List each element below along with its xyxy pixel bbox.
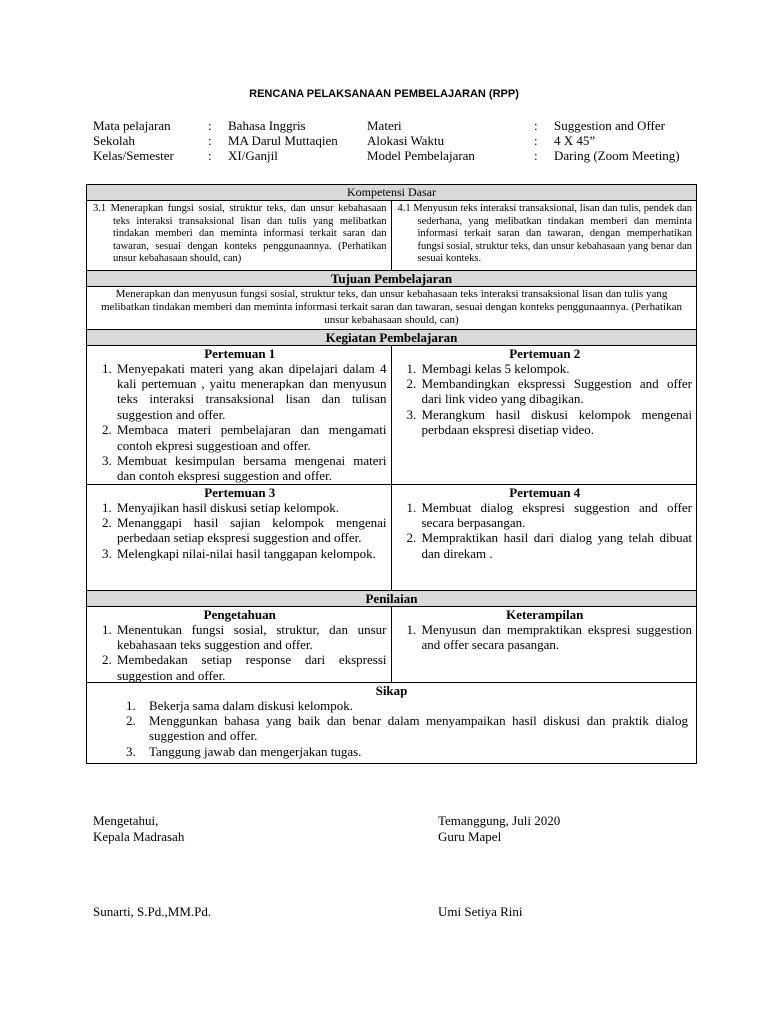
info-label: Sekolah [93,133,135,148]
info-row [93,118,713,133]
pertemuan-1-list [93,361,387,484]
pengetahuan-cell [87,607,392,682]
kegiatan-heading: Kegiatan Pembelajaran [87,330,696,346]
kegiatan-row-2 [87,485,696,590]
list-item: 2. Menanggapi hasil sajian kelompok mengenai perbedaan setiap ekspresi suggestion and offer. [115,515,387,546]
signature-left-line2: Kepala Madrasah [93,829,185,844]
info-colon: : [534,133,538,148]
kompetensi-heading: Kompetensi Dasar [87,185,696,201]
pengetahuan-list [93,622,387,684]
info-colon: : [208,148,212,163]
list-item: 1. Menentukan fungsi sosial, struktur, dan unsur kebahasaan teks suggestion and offer. [115,622,387,653]
list-item: 2. Membandingkan ekspressi Suggestion and offer dari link video yang dibagikan. [420,376,693,407]
signature-left-line1: Mengetahui, [93,813,159,828]
penilaian-heading: Penilaian [87,590,696,607]
pertemuan-4-cell [392,485,697,590]
info-value: Daring (Zoom Meeting) [554,148,680,163]
pertemuan-1-cell [87,346,392,484]
info-value: Suggestion and Offer [554,118,665,133]
list-item: 2. Membaca materi pembelajaran dan mengamati contoh ekpresi suggestioan and offer. [115,422,387,453]
keterampilan-title: Keterampilan [506,606,584,622]
info-block [93,118,713,163]
list-item: 2. Menggunkan bahasa yang baik dan benar dalam menyampaikan hasil diskusi dan praktik dialog suggestion and offer. [139,713,688,744]
info-label: Kelas/Semester [93,148,174,163]
pertemuan-4-title: Pertemuan 4 [509,484,581,500]
pertemuan-4-list [398,500,693,562]
sikap-title: Sikap [375,682,408,698]
list-item: 3. Melengkapi nilai-nilai hasil tanggapan kelompok. [115,546,387,561]
signature-right-name: Umi Setiya Rini [438,904,523,919]
rpp-table [86,184,697,764]
pertemuan-2-list [398,361,693,438]
pertemuan-3-title: Pertemuan 3 [204,484,276,500]
info-colon: : [208,118,212,133]
info-value: XI/Ganjil [228,148,278,163]
info-colon: : [208,133,212,148]
info-row [93,133,713,148]
info-row [93,148,713,163]
info-label: Alokasi Waktu [367,133,445,148]
list-item: 2. Mempraktikan hasil dari dialog yang telah dibuat dan direkam . [420,530,693,561]
keterampilan-list [398,622,693,653]
pertemuan-1-title: Pertemuan 1 [204,345,276,361]
tujuan-text: Menerapkan dan menyusun fungsi sosial, struktur teks, dan unsur kebahasaan teks interaksi transaksional lisan dan tulis yang melibatkan tindakan memberi dan meminta informasi terkait saran dan tawaran, sesuai dengan konteks penggunaannya. (Perhatikan unsur kebahasaan should, can) [87,287,696,330]
penilaian-row [87,607,696,683]
list-item: 3. Membuat kesimpulan bersama mengenai materi dan contoh ekspresi suggestion and offer. [115,453,387,484]
signature-left-name: Sunarti, S.Pd.,MM.Pd. [93,904,212,919]
info-value: 4 X 45” [554,133,596,148]
keterampilan-cell [392,607,697,682]
sikap-list [87,698,696,760]
pengetahuan-title: Pengetahuan [203,606,276,622]
list-item: 1. Menyajikan hasil diskusi setiap kelompok. [115,500,387,515]
signature-right-line1: Temanggung, Juli 2020 [438,813,561,828]
list-item: 3. Merangkum hasil diskusi kelompok mengenai perbdaan ekspresi disetiap video. [420,407,693,438]
list-item: 1. Membuat dialog ekspresi suggestion and offer secara berpasangan. [420,500,693,531]
list-item: 2. Membedakan setiap response dari ekspressi suggestion and offer. [115,652,387,683]
pertemuan-2-cell [392,346,697,484]
pertemuan-3-list [93,500,387,562]
list-item: 1. Membagi kelas 5 kelompok. [420,361,693,376]
document-title: RENCANA PELAKSANAAN PEMBELAJARAN (RPP) [249,88,519,100]
list-item: 1. Bekerja sama dalam diskusi kelompok. [139,698,688,713]
list-item: 1. Menyusun dan mempraktikan ekspresi suggestion and offer secara pasangan. [420,622,693,653]
info-label: Materi [367,118,402,133]
kompetensi-row [87,201,696,271]
kd-text-2: 4.1 Menyusun teks interaksi transaksional, lisan dan tulis, pendek dan sederhana, yang melibatkan tindakan memberi dan meminta informasi terkait saran dan tawaran, dengan memperhatikan fungsi sosial, struktur teks, dan unsur kebahasaan yang benar dan sesuai konteks. [397,203,692,264]
signature-right [438,813,560,845]
kegiatan-row-1 [87,346,696,485]
info-value: Bahasa Inggris [228,118,306,133]
sikap-section [87,683,696,764]
info-label: Mata pelajaran [93,118,171,133]
info-colon: : [534,148,538,163]
list-item: 1. Menyepakati materi yang akan dipelajari dalam 4 kali pertemuan , yaitu menerapkan dan menyusun teks interaksi transaksional lisan dan tulisan suggestion and offer. [115,361,387,423]
kd-cell-1 [87,201,392,270]
info-colon: : [534,118,538,133]
info-value: MA Darul Muttaqien [228,133,338,148]
kd-cell-2 [392,201,697,270]
signature-right-line2: Guru Mapel [438,829,502,844]
tujuan-heading: Tujuan Pembelajaran [87,271,696,287]
pertemuan-3-cell [87,485,392,590]
kd-text-1: 3.1 Menerapkan fungsi sosial, struktur teks, dan unsur kebahasaan teks interaksi transaksional lisan dan tulis yang melibatkan tindakan memberi dan meminta informasi terkait saran dan tawaran, sesuai dengan konteks penggunaannya. (Perhatikan unsur kebahasaan should, can) [93,203,387,264]
info-label: Model Pembelajaran [367,148,475,163]
signature-left [93,813,184,845]
pertemuan-2-title: Pertemuan 2 [509,345,581,361]
list-item: 3. Tanggung jawab dan mengerjakan tugas. [139,744,688,759]
